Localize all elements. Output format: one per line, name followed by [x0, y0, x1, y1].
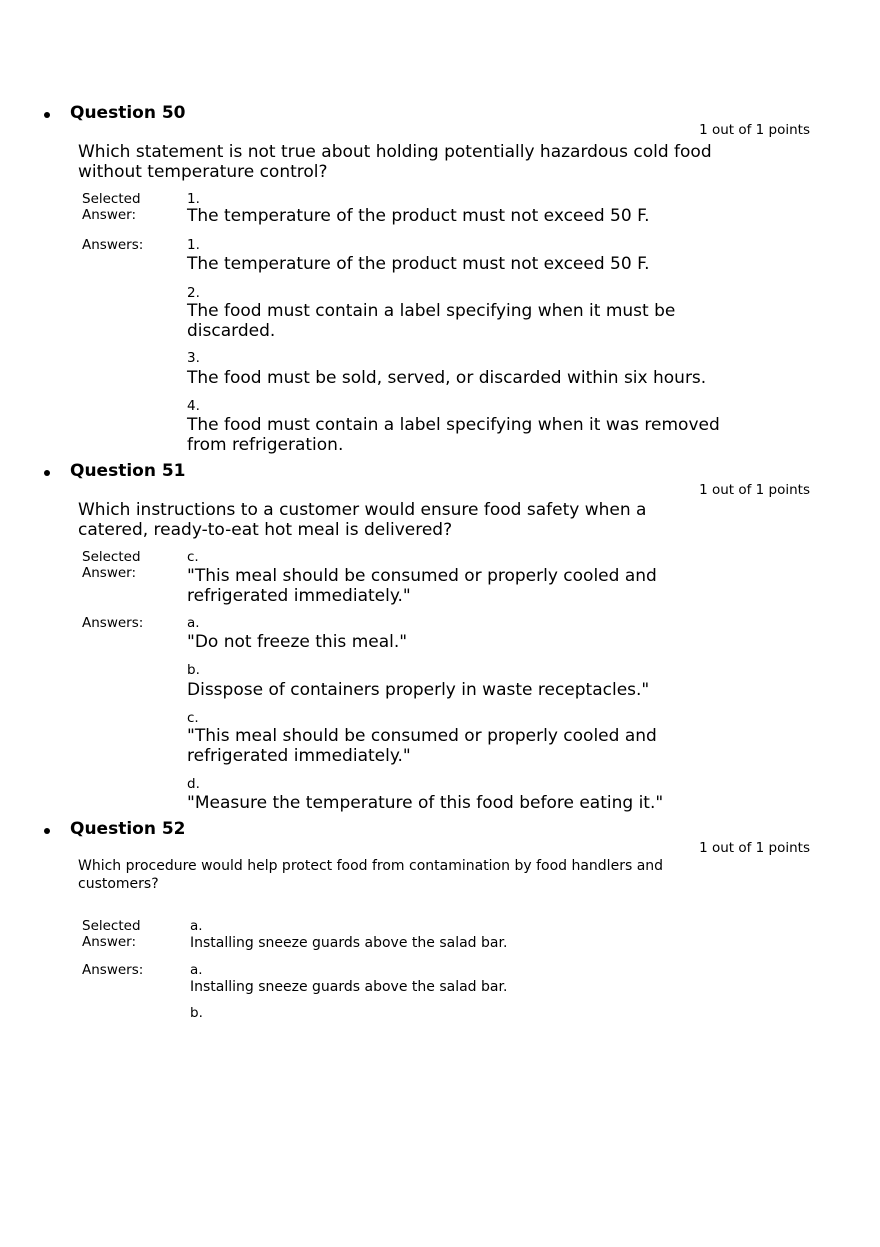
selected-answer-label: Selected Answer: — [82, 918, 141, 950]
answer-option: The temperature of the product must not exceed 50 F. — [187, 254, 650, 274]
answer-mark: 2. — [187, 285, 200, 301]
question-title: Question 52 — [70, 819, 186, 839]
answer-mark: b. — [187, 662, 200, 678]
bullet-icon — [44, 470, 50, 476]
answers-label: Answers: — [82, 615, 144, 631]
question-prompt: Which statement is not true about holding potentially hazardous cold food without temperature control? — [78, 142, 712, 182]
selected-answer-mark: 1. — [187, 191, 200, 207]
selected-answer-mark: a. — [190, 918, 203, 934]
answer-option: Installing sneeze guards above the salad bar. — [190, 979, 508, 995]
answer-option: The food must be sold, served, or discarded within six hours. — [187, 368, 707, 388]
answer-mark: d. — [187, 776, 200, 792]
selected-answer-text: "This meal should be consumed or properly cooled and refrigerated immediately." — [187, 566, 657, 606]
question-prompt: Which procedure would help protect food from contamination by food handlers and customers? — [78, 858, 664, 892]
bullet-icon — [44, 828, 50, 834]
answer-option: "This meal should be consumed or properly cooled and refrigerated immediately." — [187, 726, 657, 766]
answer-option: The food must contain a label specifying when it was removed from refrigeration. — [187, 415, 720, 455]
answer-mark: b. — [190, 1005, 203, 1021]
selected-answer-label: Selected Answer: — [82, 191, 141, 223]
answer-mark: 1. — [187, 237, 200, 253]
answers-label: Answers: — [82, 962, 144, 978]
answer-option: "Measure the temperature of this food before eating it." — [187, 793, 664, 813]
points-score: 1 out of 1 points — [699, 482, 810, 498]
answers-label: Answers: — [82, 237, 144, 253]
selected-answer-text: Installing sneeze guards above the salad bar. — [190, 935, 508, 951]
bullet-icon — [44, 112, 50, 118]
question-title: Question 51 — [70, 461, 186, 481]
answer-mark: c. — [187, 710, 199, 726]
question-prompt: Which instructions to a customer would ensure food safety when a catered, ready-to-eat hot meal is delivered? — [78, 500, 647, 540]
answer-option: "Do not freeze this meal." — [187, 632, 408, 652]
answer-option: Disspose of containers properly in waste receptacles." — [187, 680, 650, 700]
points-score: 1 out of 1 points — [699, 122, 810, 138]
question-title: Question 50 — [70, 103, 186, 123]
answer-mark: a. — [190, 962, 203, 978]
selected-answer-text: The temperature of the product must not exceed 50 F. — [187, 206, 650, 226]
points-score: 1 out of 1 points — [699, 840, 810, 856]
answer-option: The food must contain a label specifying when it must be discarded. — [187, 301, 676, 341]
selected-answer-mark: c. — [187, 549, 199, 565]
answer-mark: 3. — [187, 350, 200, 366]
answer-mark: a. — [187, 615, 200, 631]
answer-mark: 4. — [187, 398, 200, 414]
selected-answer-label: Selected Answer: — [82, 549, 141, 581]
